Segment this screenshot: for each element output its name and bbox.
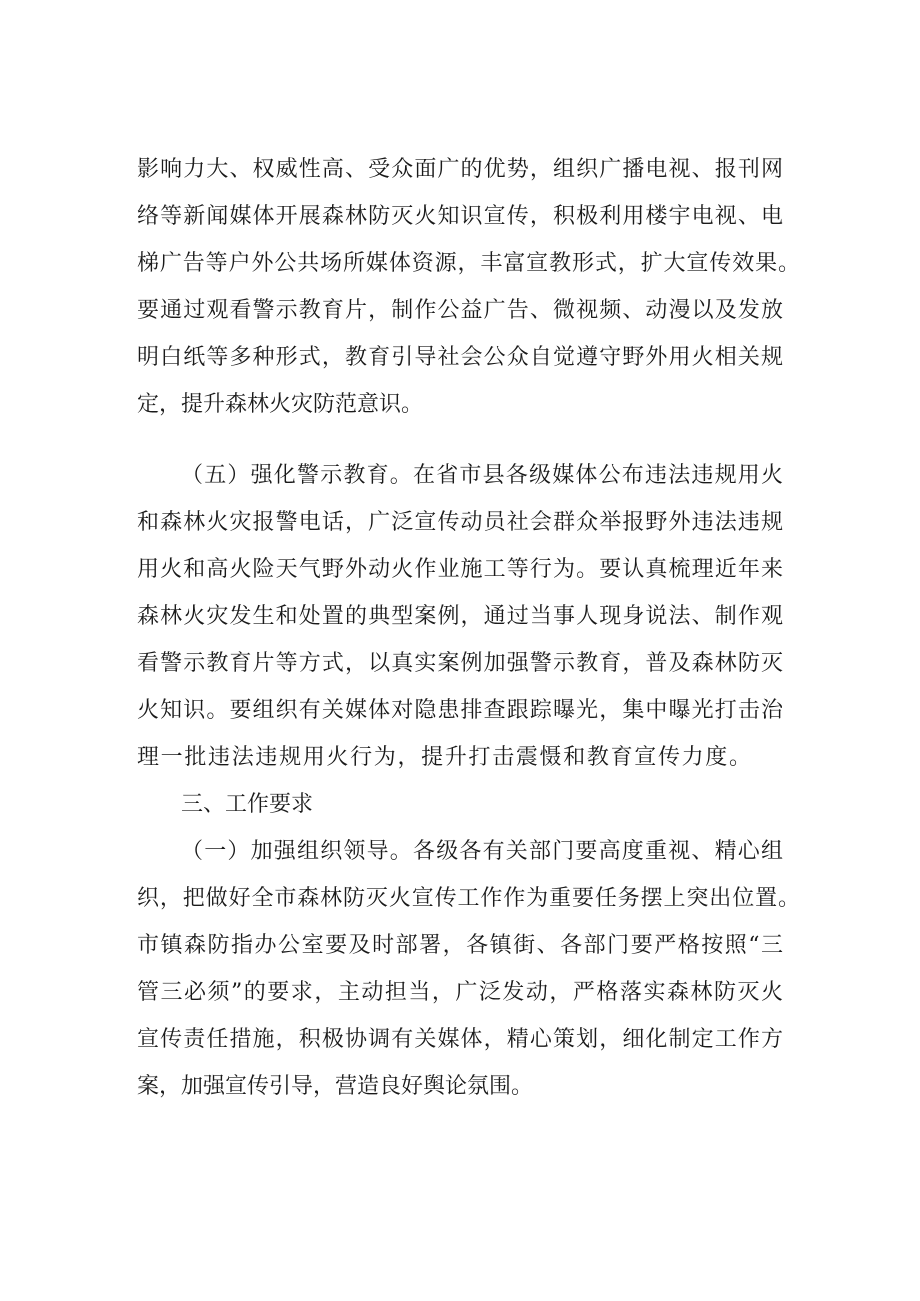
text-line: 用火和高火险天气野外动火作业施工等行为。要认真梳理近年来 — [137, 557, 783, 582]
text-line: 火知识。要组织有关媒体对隐患排查跟踪曝光，集中曝光打击治 — [137, 698, 783, 723]
text-line: 要通过观看警示教育片，制作公益广告、微视频、动漫以及发放 — [137, 298, 783, 323]
text-line: 案，加强宣传引导，营造良好舆论氛围。 — [137, 1074, 534, 1099]
text-line: 梯广告等户外公共场所媒体资源，丰富宣教形式，扩大宣传效果。 — [137, 251, 800, 276]
text-line: 影响力大、权威性高、受众面广的优势，组织广播电视、报刊网 — [137, 157, 783, 182]
text-line: 看警示教育片等方式，以真实案例加强警示教育，普及森林防灭 — [137, 651, 783, 676]
text-line: 定，提升森林火灾防范意识。 — [137, 392, 424, 417]
text-line: 管三必须”的要求，主动担当，广泛发动，严格落实森林防灭火 — [137, 980, 783, 1005]
text-line: 织，把做好全市森林防灭火宣传工作作为重要任务摆上突出位置。 — [137, 886, 800, 911]
text-line: 市镇森防指办公室要及时部署，各镇街、各部门要严格按照“三 — [137, 933, 783, 958]
section-heading: 三、工作要求 — [181, 792, 314, 817]
text-line: （五）强化警示教育。在省市县各级媒体公布违法违规用火 — [181, 463, 783, 488]
text-line: 森林火灾发生和处置的典型案例，通过当事人现身说法、制作观 — [137, 604, 783, 629]
text-line: 络等新闻媒体开展森林防灭火知识宣传，积极利用楼宇电视、电 — [137, 204, 783, 229]
text-line: 明白纸等多种形式，教育引导社会公众自觉遵守野外用火相关规 — [137, 345, 783, 370]
text-line: 宣传责任措施，积极协调有关媒体，精心策划，细化制定工作方 — [137, 1027, 783, 1052]
text-line: 和森林火灾报警电话，广泛宣传动员社会群众举报野外违法违规 — [137, 510, 783, 535]
text-line: 理一批违法违规用火行为，提升打击震慑和教育宣传力度。 — [137, 745, 751, 770]
text-line: （一）加强组织领导。各级各有关部门要高度重视、精心组 — [181, 839, 783, 864]
